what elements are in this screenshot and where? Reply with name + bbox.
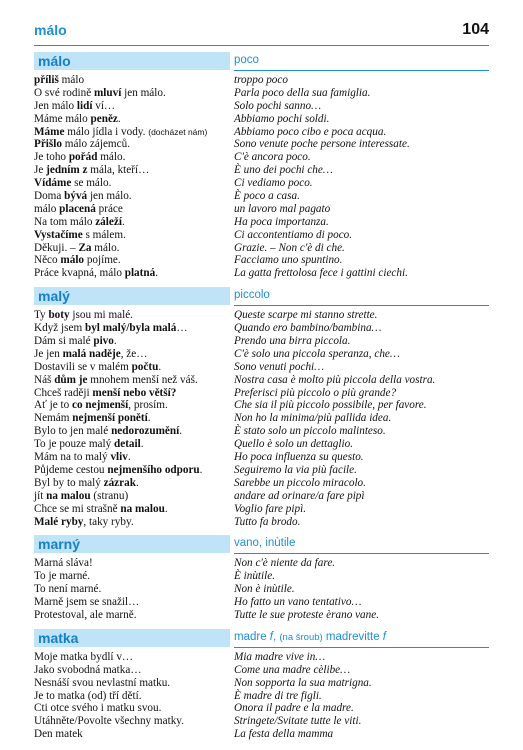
entries-list — [34, 52, 489, 748]
example-row — [34, 254, 489, 267]
phrase-text: . — [127, 451, 131, 464]
example-row — [34, 87, 489, 100]
phrase-text: Nemám — [34, 412, 73, 425]
czech-phrase — [34, 87, 232, 100]
italian-translation: Tutte le sue proteste èrano vane. — [234, 608, 379, 621]
keyword: Přišlo — [34, 138, 62, 151]
czech-phrase — [34, 425, 232, 438]
italian-translation: Preferisci più piccolo o più grande? — [234, 386, 397, 399]
example-row — [34, 151, 489, 164]
italian-translation: La gatta frettolosa fece i gattini ciechi. — [234, 267, 408, 280]
keyword: příliš — [34, 74, 59, 86]
entry-headword: málo — [34, 52, 230, 70]
keyword: málo — [60, 254, 85, 267]
czech-phrase — [34, 557, 232, 570]
italian-translation: Prendo una birra piccola. — [234, 335, 351, 348]
example-row — [34, 609, 489, 622]
phrase-text: jen málo. — [87, 190, 132, 203]
phrase-text: Bylo to jen malé — [34, 425, 112, 438]
entry-header — [34, 535, 489, 553]
czech-phrase — [34, 254, 232, 267]
czech-phrase — [34, 516, 232, 529]
italian-translation: C'è ancora poco. — [234, 151, 311, 164]
phrase-text: . — [158, 360, 162, 373]
example-row — [34, 267, 489, 280]
czech-phrase — [34, 728, 232, 741]
phrase-text: jít — [34, 489, 47, 502]
entry-translation: vano, inùtile — [234, 535, 489, 554]
example-row — [34, 596, 489, 609]
italian-translation: Non è inùtile. — [234, 583, 295, 596]
phrase-text: Marně jsem se snažil… — [34, 596, 140, 609]
phrase-text: Marná sláva! — [34, 557, 93, 570]
entry-headword: marný — [34, 535, 230, 553]
czech-phrase — [34, 126, 232, 139]
czech-phrase — [34, 267, 232, 280]
italian-translation: Ci accontentiamo di poco. — [234, 228, 353, 241]
phrase-text: To není marné. — [34, 583, 102, 596]
czech-phrase — [34, 664, 232, 677]
example-row — [34, 309, 489, 322]
czech-phrase — [34, 335, 232, 348]
phrase-text: O své rodině — [34, 86, 94, 99]
keyword: Vídáme — [34, 177, 72, 190]
example-row — [34, 516, 489, 529]
italian-translation: Stringete/Svitate tutte le viti. — [234, 715, 362, 728]
example-row — [34, 412, 489, 425]
italian-translation: troppo poco — [234, 74, 288, 86]
czech-phrase — [34, 677, 232, 690]
keyword: na malou — [46, 489, 91, 502]
italian-translation: Parla poco della sua famiglia. — [234, 86, 371, 99]
italian-translation: Facciamo uno spuntino. — [234, 254, 343, 267]
phrase-text: mnohem menší než váš. — [87, 373, 198, 386]
phrase-text: Den matek — [34, 728, 83, 741]
example-row — [34, 322, 489, 335]
example-row — [34, 361, 489, 374]
italian-translation: C'è solo una piccola speranza, che… — [234, 347, 400, 360]
italian-translation: Non sopporta la sua matrigna. — [234, 676, 372, 689]
keyword: menší nebo větší? — [92, 386, 177, 399]
phrase-text: Chce se mi strašně — [34, 502, 121, 515]
example-row — [34, 438, 489, 451]
keyword: pořád — [68, 151, 98, 164]
phrase-text: Máme málo — [34, 112, 91, 125]
italian-translation: andare ad orinare/a fare pipì — [234, 489, 365, 502]
phrase-text: To je marné. — [34, 570, 91, 583]
phrase-text: Dostavili se v malém — [34, 360, 132, 373]
czech-phrase — [34, 309, 232, 322]
example-row — [34, 74, 489, 87]
keyword: nedorozumění — [111, 425, 180, 438]
keyword: byl malý/byla malá — [84, 322, 177, 335]
italian-translation: Tutto fa brodo. — [234, 515, 301, 528]
keyword: co nejmenší — [72, 399, 129, 412]
keyword: boty — [48, 309, 70, 322]
italian-translation: un lavoro mal pagato — [234, 202, 331, 215]
czech-phrase — [34, 570, 232, 583]
italian-translation: Mia madre vive in… — [234, 650, 326, 663]
phrase-text: Chceš raději — [34, 386, 93, 399]
example-row — [34, 203, 489, 216]
example-row — [34, 651, 489, 664]
phrase-text: se málo. — [71, 177, 112, 190]
italian-translation: Come una madre cèlibe… — [234, 663, 351, 676]
czech-phrase — [34, 690, 232, 703]
example-row — [34, 583, 489, 596]
page-number: 104 — [462, 21, 489, 38]
czech-phrase — [34, 387, 232, 400]
czech-phrase — [34, 151, 232, 164]
italian-translation: Non c'è niente da fare. — [234, 557, 336, 570]
phrase-text: (stranu) — [90, 489, 129, 502]
phrase-text: , že… — [120, 347, 148, 360]
running-headword: málo — [34, 22, 67, 38]
phrase-text: Něco — [34, 254, 61, 267]
czech-phrase — [34, 138, 232, 151]
phrase-text: Utáhněte/Povolte všechny matky. — [34, 715, 184, 728]
running-header — [34, 22, 489, 44]
czech-phrase — [34, 100, 232, 113]
italian-translation: Sono venuti pochi… — [234, 360, 325, 373]
italian-translation: È uno dei pochi che… — [234, 164, 333, 177]
czech-phrase — [34, 412, 232, 425]
czech-phrase — [34, 374, 232, 387]
phrase-text: Je — [34, 164, 47, 177]
keyword: počtu — [131, 360, 159, 373]
czech-phrase — [34, 348, 232, 361]
example-row — [34, 216, 489, 229]
czech-phrase — [34, 464, 232, 477]
entry-translation: piccolo — [234, 287, 489, 306]
czech-phrase — [34, 113, 232, 126]
phrase-text: . — [199, 463, 203, 476]
entry-1 — [34, 287, 489, 528]
italian-translation: Sarebbe un piccolo miracolo. — [234, 476, 366, 489]
example-row — [34, 490, 489, 503]
phrase-text: Děkuji. – — [34, 241, 79, 254]
keyword: nejmenší ponětí — [72, 412, 148, 425]
czech-phrase — [34, 164, 232, 177]
translation-part: f — [382, 630, 386, 643]
phrase-text: . — [147, 412, 151, 425]
example-row — [34, 570, 489, 583]
example-row — [34, 451, 489, 464]
example-row — [34, 335, 489, 348]
example-row — [34, 464, 489, 477]
phrase-text: pojíme. — [84, 254, 121, 267]
phrase-text: . — [179, 425, 183, 438]
translation-part: f — [269, 630, 273, 643]
phrase-text: mála, kteří… — [87, 164, 150, 177]
phrase-text: Dám si malé — [34, 335, 94, 348]
phrase-text: , taky ryby. — [83, 515, 134, 528]
phrase-text: Doma — [34, 190, 65, 203]
phrase-text: . — [155, 267, 158, 280]
keyword: lidí — [76, 99, 93, 112]
example-row — [34, 138, 489, 151]
keyword: Za — [78, 241, 92, 254]
czech-phrase — [34, 177, 232, 190]
phrase-text: Na tom málo — [34, 215, 96, 228]
phrase-text: Půjdeme cestou — [34, 463, 108, 476]
czech-phrase — [34, 74, 232, 87]
header-rule — [34, 45, 489, 46]
phrase-text: Ty — [34, 309, 49, 322]
keyword: dům je — [54, 373, 88, 386]
italian-translation: Ci vediamo poco. — [234, 177, 313, 190]
czech-phrase — [34, 438, 232, 451]
czech-phrase — [34, 596, 232, 609]
italian-translation: Ho fatto un vano tentativo… — [234, 596, 362, 609]
phrase-text: . — [117, 112, 121, 125]
phrase-text: , prosím. — [128, 399, 168, 412]
phrase-text: Nesnáší svou nevlastní matku. — [34, 676, 171, 689]
entry-headword: malý — [34, 287, 230, 305]
italian-translation: Seguiremo la via più facile. — [234, 463, 357, 476]
phrase-text: Protestoval, ale marně. — [34, 608, 137, 621]
example-row — [34, 690, 489, 703]
example-row — [34, 715, 489, 728]
keyword: jedním z — [46, 164, 88, 177]
example-row — [34, 399, 489, 412]
keyword: mluví — [93, 86, 122, 99]
keyword: Vystačíme — [34, 228, 83, 241]
phrase-text: Cti otce svého i matku svou. — [34, 702, 162, 715]
example-row — [34, 477, 489, 490]
czech-phrase — [34, 609, 232, 622]
example-row — [34, 374, 489, 387]
entry-header — [34, 287, 489, 305]
example-row — [34, 702, 489, 715]
italian-translation: Onora il padre e la madre. — [234, 702, 354, 715]
phrase-text: málo. — [97, 151, 126, 164]
keyword: bývá — [64, 190, 88, 203]
italian-translation: La festa della mamma — [234, 728, 334, 741]
phrase-text: Moje matka bydlí v… — [34, 650, 134, 663]
phrase-text: Práce kvapná, málo — [34, 267, 125, 280]
example-row — [34, 177, 489, 190]
entry-0 — [34, 52, 489, 280]
phrase-text: jen málo. — [121, 86, 166, 99]
keyword: nejmenšího odporu — [107, 463, 200, 476]
example-row — [34, 557, 489, 570]
phrase-text: Ať je to — [34, 399, 73, 412]
phrase-text: To je pouze malý — [34, 438, 114, 451]
keyword: placená — [59, 202, 96, 215]
example-row — [34, 126, 489, 139]
phrase-text: Mám na to malý — [34, 451, 111, 464]
phrase-text: málo. — [91, 241, 120, 254]
phrase-text: . — [140, 438, 144, 451]
italian-translation: Abbiamo pochi soldi. — [234, 112, 330, 125]
example-row — [34, 728, 489, 741]
phrase-text: Jako svobodná matka… — [34, 663, 142, 676]
translation-part: , — [273, 630, 280, 643]
italian-translation: È poco a casa. — [234, 190, 300, 203]
phrase-text: . — [135, 476, 139, 489]
example-row — [34, 164, 489, 177]
entry-translation — [234, 629, 489, 648]
keyword: detail — [114, 438, 141, 451]
czech-phrase — [34, 702, 232, 715]
italian-translation: Quello è solo un dettaglio. — [234, 438, 354, 451]
czech-phrase — [34, 190, 232, 203]
example-row — [34, 425, 489, 438]
phrase-text: málo — [58, 74, 85, 86]
italian-translation: Grazie. – Non c'è di che. — [234, 241, 345, 254]
italian-translation: Che sia il più piccolo possibile, per favore. — [234, 399, 427, 412]
phrase-text: Když jsem — [34, 322, 85, 335]
example-row — [34, 664, 489, 677]
italian-translation: Ho poca influenza su questo. — [234, 451, 364, 464]
phrase-text: . — [121, 215, 125, 228]
italian-translation: È inùtile. — [234, 570, 276, 583]
phrase-text: Je to matka (od) tří dětí. — [34, 689, 142, 702]
czech-phrase — [34, 583, 232, 596]
phrase-text: Je jen — [34, 347, 63, 360]
keyword: peněz — [90, 112, 118, 125]
czech-phrase — [34, 477, 232, 490]
italian-translation: Queste scarpe mi stanno strette. — [234, 309, 378, 322]
phrase-text: s málem. — [82, 228, 126, 241]
entry-headword: matka — [34, 629, 230, 647]
entry-header — [34, 629, 489, 647]
example-row — [34, 503, 489, 516]
italian-translation: Quando ero bambino/bambina… — [234, 322, 382, 335]
keyword: platná — [124, 267, 156, 280]
keyword: zázrak — [103, 476, 136, 489]
entry-2 — [34, 535, 489, 621]
czech-phrase — [34, 322, 232, 335]
italian-translation: È stato solo un piccolo malinteso. — [234, 425, 386, 438]
italian-translation: È madre di tre figli. — [234, 689, 322, 702]
example-row — [34, 229, 489, 242]
keyword: malá naděje — [62, 347, 121, 360]
phrase-text: Jen málo — [34, 99, 77, 112]
phrase-text: málo zájemců. — [61, 138, 130, 151]
czech-phrase — [34, 203, 232, 216]
keyword: na malou — [120, 502, 165, 515]
czech-phrase — [34, 361, 232, 374]
czech-phrase — [34, 715, 232, 728]
phrase-text: práce — [95, 202, 123, 215]
italian-translation: Solo pochi sanno… — [234, 99, 322, 112]
entry-3 — [34, 629, 489, 741]
czech-phrase — [34, 242, 232, 255]
phrase-text: málo — [34, 202, 60, 215]
translation-part: (na šroub) — [279, 631, 323, 643]
example-row — [34, 677, 489, 690]
translation-part: madre — [234, 630, 270, 643]
phrase-text: Byl by to malý — [34, 476, 104, 489]
czech-phrase — [34, 503, 232, 516]
keyword: Máme — [34, 125, 65, 138]
phrase-text: Náš — [34, 373, 55, 386]
czech-phrase — [34, 490, 232, 503]
translation-part: madrevitte — [322, 630, 383, 643]
keyword: záleží — [95, 215, 122, 228]
italian-translation: Abbiamo poco cibo e poca acqua. — [234, 125, 387, 138]
phrase-text: . — [164, 502, 168, 515]
example-row — [34, 242, 489, 255]
example-row — [34, 100, 489, 113]
czech-phrase — [34, 399, 232, 412]
phrase-text: jsou mi malé. — [69, 309, 133, 322]
entry-header — [34, 52, 489, 70]
czech-phrase — [34, 651, 232, 664]
example-row — [34, 348, 489, 361]
italian-translation: Nostra casa è molto più piccola della vostra. — [234, 373, 436, 386]
usage-note: (docházet nám) — [148, 126, 208, 137]
example-row — [34, 190, 489, 203]
keyword: Malé ryby — [34, 515, 84, 528]
phrase-text: ví… — [92, 99, 116, 112]
example-row — [34, 113, 489, 126]
phrase-text: . — [113, 335, 117, 348]
italian-translation: Voglio fare pipì. — [234, 502, 306, 515]
italian-translation: Sono venute poche persone interessate. — [234, 138, 410, 151]
keyword: vliv — [110, 451, 128, 464]
czech-phrase — [34, 451, 232, 464]
italian-translation: Ha poca importanza. — [234, 215, 329, 228]
example-row — [34, 387, 489, 400]
phrase-text: Je toho — [34, 151, 69, 164]
entry-translation: poco — [234, 52, 489, 71]
italian-translation: Non ho la minima/più pallida idea. — [234, 412, 392, 425]
keyword: pivo — [93, 335, 114, 348]
phrase-text: málo jídla i vody. — [64, 125, 149, 138]
czech-phrase — [34, 229, 232, 242]
phrase-text: … — [176, 322, 188, 335]
czech-phrase — [34, 216, 232, 229]
